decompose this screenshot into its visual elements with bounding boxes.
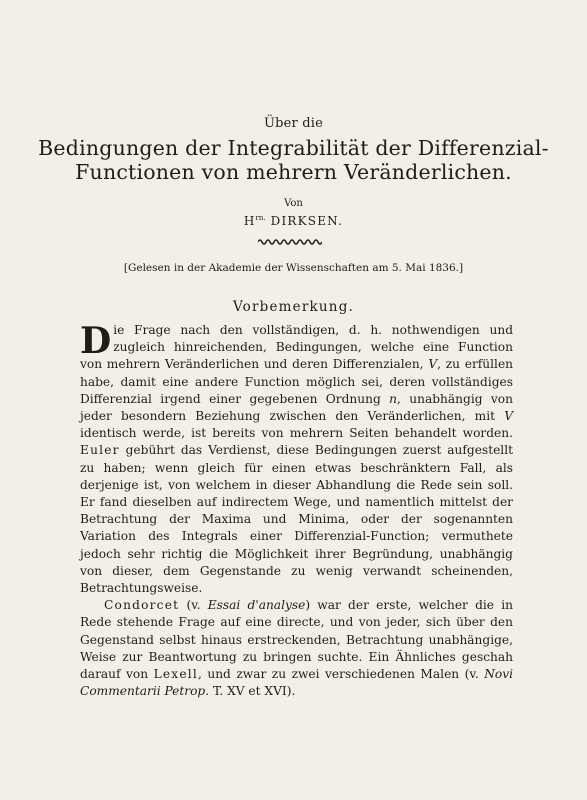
body-text xyxy=(80,322,513,700)
text-run: gebührt das Verdienst, diese Bedingungen zuerst aufgestellt zu haben; wenn gleich für einen etwas beschränktern Fall, als derjenige ist, von welchem in dieser Abhandlung die Rede sein soll. Er fand dieselben auf indirectem Wege, und namentlich mittelst der Betrachtung der Maxima und Minima, oder der sogenannten Variation des Integrals einer Differenzial-Function; vermuthete jedoch sehr richtig die Möglichkeit ihrer Begründung, unabhängig von dieser, dem Gegenstande zu wenig verwandt scheinenden, Betrachtungsweise. xyxy=(80,443,513,596)
author-title: H xyxy=(243,214,256,228)
person-name: Condorcet xyxy=(104,598,180,613)
text-run: ) war der erste, welcher die in Rede stehende Frage auf eine directe, und von jeder, sich über den Gegenstand selbst hinaus erstreckenden, Betrachtung unabhängige, Weise zur Beantwortung zu bringen suchte. Ein Ähnliches geschah darauf von xyxy=(80,598,513,682)
text-run: ie Frage nach den vollständigen, d. h. nothwendigen und zugleich hinreichenden, Bedingungen, welche eine Function von mehrern Veränderlichen und deren Differenzialen, xyxy=(80,323,513,372)
author-name: DIRKSEN. xyxy=(270,214,344,228)
text-run: , zu erfüllen habe, damit eine andere Function möglich sei, deren vollständiges Differenzial irgend einer gegebenen Ordnung xyxy=(80,357,514,406)
person-name: Lexell xyxy=(153,667,198,682)
text-run: , und zwar zu zwei verschiedenen Malen (v. xyxy=(197,667,485,682)
ornament-divider-icon xyxy=(258,238,322,246)
work-title: Novi Commentarii Petrop. xyxy=(80,667,513,699)
author-line xyxy=(0,214,587,228)
document-title xyxy=(0,136,587,184)
person-name: Euler xyxy=(80,443,120,458)
text-run: (v. xyxy=(179,598,208,613)
math-symbol: V xyxy=(504,409,513,424)
reading-note: [Gelesen in der Akademie der Wissenschaften am 5. Mai 1836.] xyxy=(123,262,464,274)
title-preamble: Über die xyxy=(263,116,324,131)
work-title: Essai d'analyse xyxy=(207,598,306,613)
title-line-1: Bedingungen der Integrabilität der Differenzial- xyxy=(38,136,549,160)
math-symbol: n xyxy=(389,391,398,406)
drop-cap: D xyxy=(80,320,112,362)
paragraph-1 xyxy=(80,322,513,597)
math-symbol: V xyxy=(428,357,438,372)
text-run: , unabhängig von jeder besondern Beziehung zwischen den Veränderlichen, mit xyxy=(80,391,513,424)
section-heading: Vorbemerkung. xyxy=(232,299,355,315)
author-title-sup: rn. xyxy=(255,214,266,222)
text-run: identisch werde, ist bereits von mehrern Seiten behandelt worden. xyxy=(80,426,513,441)
paragraph-2 xyxy=(80,597,513,700)
text-run: T. XV et XVI). xyxy=(209,684,296,699)
title-line-2: Functionen von mehrern Veränderlichen. xyxy=(75,160,512,184)
byline-von: Von xyxy=(284,198,303,209)
